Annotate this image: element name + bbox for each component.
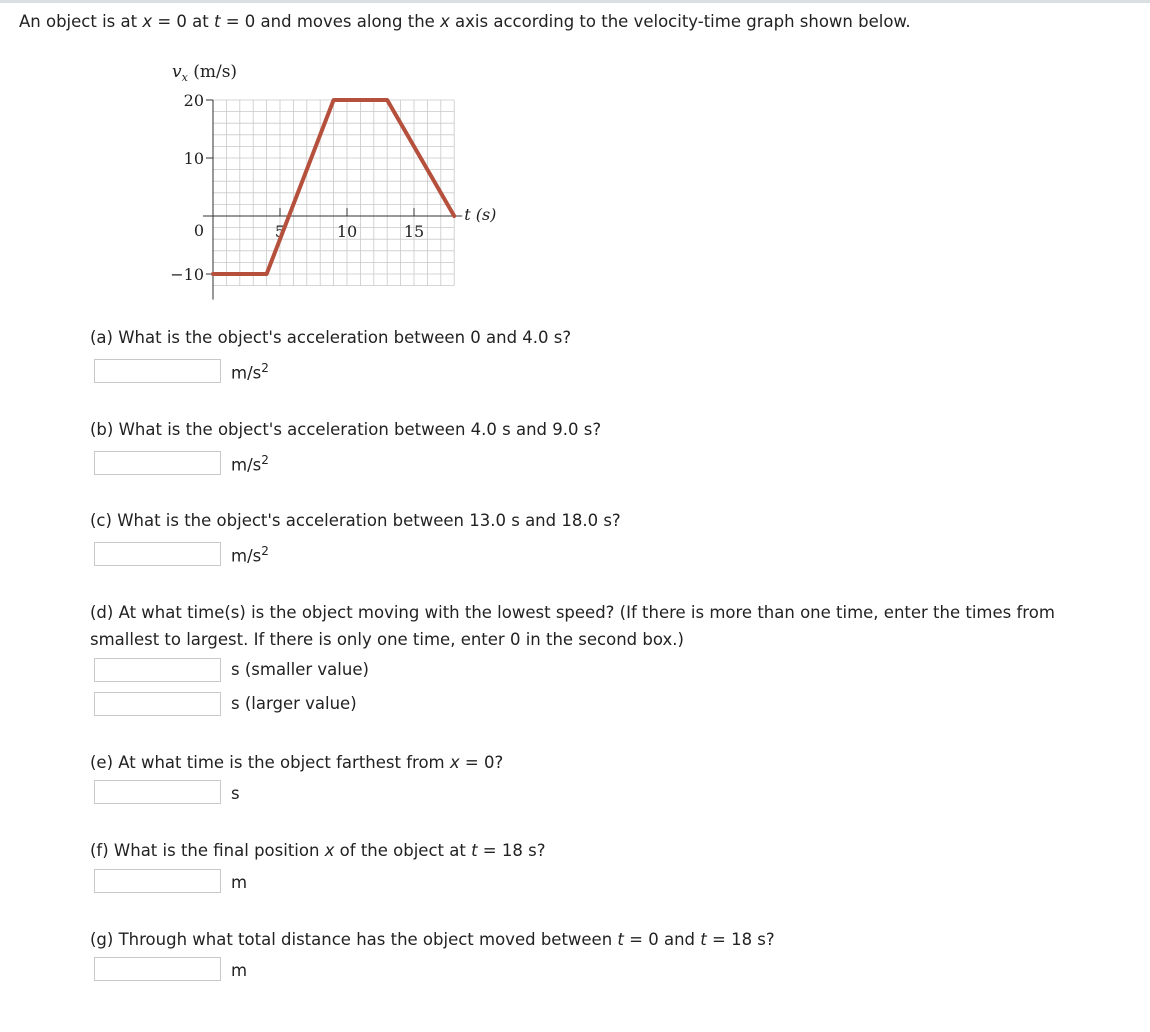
unit-a-text: m/s (231, 363, 262, 383)
question-g-text: (g) Through what total distance has the object moved between (90, 930, 618, 949)
var-t: t (700, 930, 707, 949)
y-tick-label: 20 (183, 91, 204, 110)
answer-g-input[interactable] (94, 957, 221, 981)
unit-c-text: m/s (231, 546, 262, 566)
chart-grid (213, 100, 454, 286)
y-axis-title (172, 62, 237, 84)
var-x: x (324, 841, 335, 860)
question-e-text: (e) At what time is the object farthest from (90, 753, 450, 772)
y-tick-label: 10 (183, 149, 204, 168)
chart-ticks (170, 91, 424, 284)
unit-b (231, 453, 269, 475)
answer-b-input[interactable] (94, 451, 221, 475)
x-axis-title: t (s) (464, 205, 497, 224)
unit-d-larger: s (larger value) (231, 694, 357, 713)
question-f-text: of the object at (334, 841, 472, 860)
var-x: x (449, 753, 460, 772)
var-x: x (440, 12, 450, 31)
unit-g: m (231, 961, 248, 980)
answer-a-input[interactable] (94, 359, 221, 383)
intro-text: = 0 and moves along the (220, 12, 441, 31)
unit-a-sup: 2 (261, 361, 269, 375)
chart-axes (203, 100, 462, 300)
question-f-text: (f) What is the final position (90, 841, 325, 860)
unit-f: m (231, 873, 248, 892)
x-tick-label: 10 (336, 222, 358, 241)
y-tick-label: −10 (170, 265, 204, 284)
y-axis-subscript: x (181, 71, 188, 84)
question-g-text: = 0 and (623, 930, 701, 949)
intro-text: = 0 at (152, 12, 214, 31)
answer-d-smaller-input[interactable] (94, 658, 221, 682)
answer-d-larger-input[interactable] (94, 692, 221, 716)
var-t: t (471, 841, 478, 860)
intro-text: An object is at (19, 12, 143, 31)
question-e-text: = 0? (459, 753, 504, 772)
y-axis-var: v (172, 62, 182, 82)
unit-a (231, 361, 269, 383)
unit-c-sup: 2 (261, 544, 269, 558)
question-a: (a) What is the object's acceleration between 0 and 4.0 s? (90, 328, 572, 347)
question-f-text: = 18 s? (477, 841, 546, 860)
question-c: (c) What is the object's acceleration between 13.0 s and 18.0 s? (90, 511, 621, 530)
y-tick-label: 0 (193, 221, 204, 240)
question-e (90, 753, 503, 772)
var-t: t (617, 930, 624, 949)
question-g-text: = 18 s? (706, 930, 775, 949)
y-axis-unit: (m/s) (187, 62, 238, 82)
var-t: t (214, 12, 221, 31)
question-d: (d) At what time(s) is the object moving with the lowest speed? (If there is more than one time, enter the times from smallest to largest. If there is only one time, enter 0 in the second box.) (90, 603, 1055, 649)
question-b: (b) What is the object's acceleration between 4.0 s and 9.0 s? (90, 420, 602, 439)
unit-c (231, 544, 269, 566)
unit-b-text: m/s (231, 455, 262, 475)
answer-f-input[interactable] (94, 869, 221, 893)
question-f (90, 841, 545, 860)
unit-d-smaller: s (smaller value) (231, 660, 369, 679)
question-g (90, 930, 775, 949)
problem-statement (19, 12, 911, 31)
velocity-time-graph (150, 55, 530, 345)
intro-text: axis according to the velocity-time graph shown below. (449, 12, 911, 31)
top-rule (0, 0, 1150, 3)
unit-e: s (231, 784, 240, 803)
answer-c-input[interactable] (94, 542, 221, 566)
velocity-time-chart (150, 55, 530, 345)
unit-b-sup: 2 (261, 453, 269, 467)
var-x: x (142, 12, 153, 31)
x-tick-label: 15 (403, 222, 425, 241)
x-tick-label: 5 (274, 222, 286, 241)
answer-e-input[interactable] (94, 780, 221, 804)
